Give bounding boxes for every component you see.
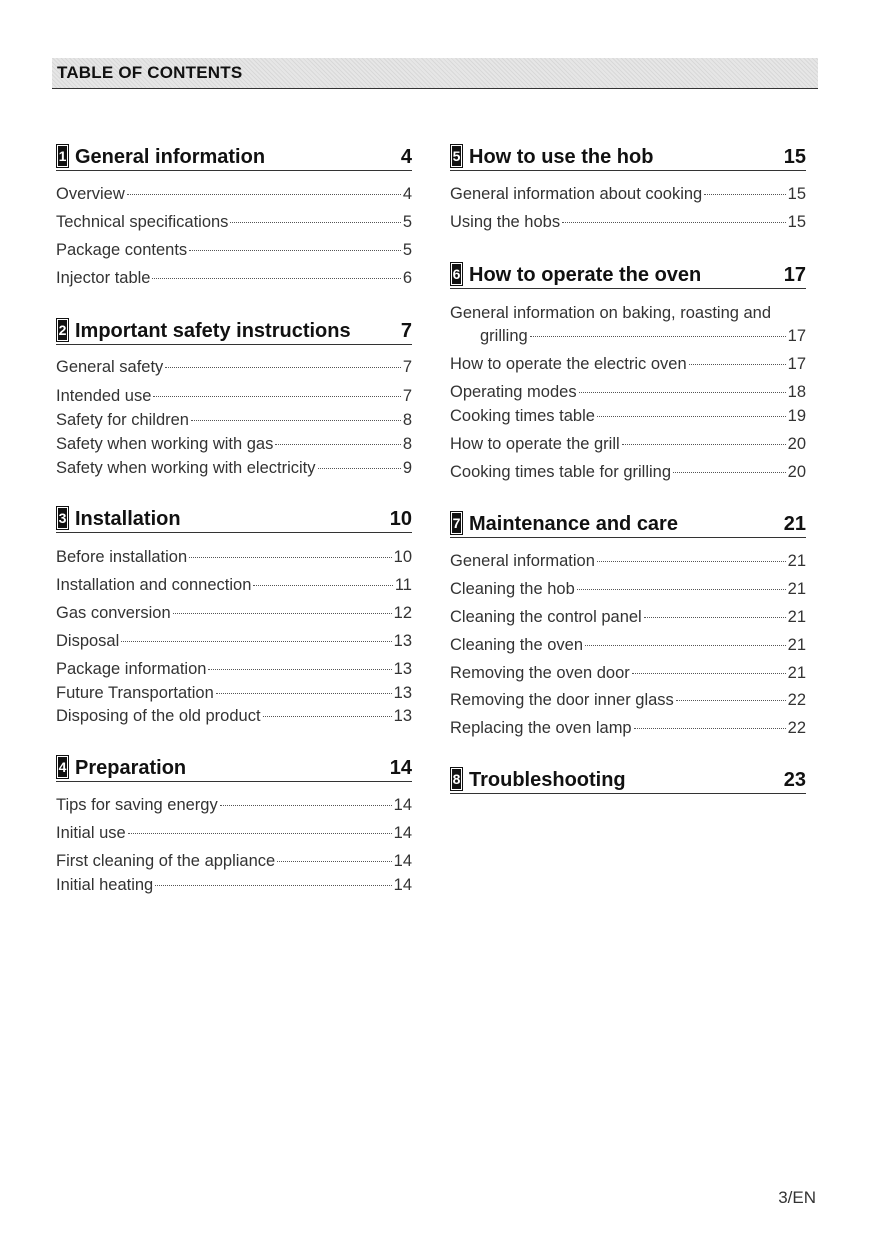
toc-entry-label: Cleaning the oven [450,636,584,654]
toc-entry[interactable] [450,435,806,454]
section-page-number: 17 [783,264,806,286]
dot-leader [676,700,786,701]
toc-entry[interactable] [450,463,806,482]
toc-entry[interactable] [56,358,412,377]
toc-entry-page: 21 [787,664,806,682]
toc-entry-page: 15 [787,213,806,231]
toc-entry-label: Tips for saving energy [56,796,218,814]
dot-leader [191,420,401,421]
page-number: 3/EN [778,1188,816,1207]
toc-entry[interactable] [56,387,412,406]
dot-leader [153,396,400,397]
toc-section [450,144,806,171]
dot-leader [277,861,391,862]
toc-section [56,144,412,171]
dot-leader [689,364,786,365]
dot-leader [127,194,401,195]
section-title: Troubleshooting [469,769,626,791]
toc-entry-page: 22 [787,691,806,709]
toc-entry-page: 18 [787,383,806,401]
toc-entry[interactable] [450,355,806,374]
toc-entry[interactable] [56,632,412,651]
toc-section [56,506,412,533]
toc-entry[interactable] [450,580,806,599]
toc-entry-label: Using the hobs [450,213,561,231]
toc-entry[interactable] [56,459,412,478]
toc-entry-page: 20 [787,435,806,453]
toc-entry-label: Package information [56,660,207,678]
section-title: How to operate the oven [469,264,702,286]
section-page-number: 14 [389,757,412,779]
toc-entry-page: 13 [393,660,412,678]
toc-entry-page: 20 [787,463,806,481]
section-page-number: 7 [400,320,412,342]
toc-entry-page: 17 [787,355,806,373]
toc-entry-page: 13 [393,707,412,725]
dot-leader [585,645,786,646]
dot-leader [622,444,786,445]
toc-entry-page: 19 [787,407,806,425]
toc-entry[interactable] [56,435,412,454]
section-page-number: 15 [783,146,806,168]
toc-entry[interactable] [56,548,412,567]
toc-entry[interactable] [450,608,806,627]
dot-leader [189,557,391,558]
dot-leader [597,416,786,417]
dot-leader [632,673,786,674]
toc-header-bar [52,58,818,89]
dot-leader [165,367,401,368]
toc-entry-label: Initial use [56,824,126,842]
dot-leader [173,613,392,614]
toc-entry-label: Package contents [56,241,188,259]
toc-entry-label: General safety [56,358,164,376]
toc-entry-label: Replacing the oven lamp [450,719,632,737]
toc-entry-page: 15 [787,185,806,203]
section-title: Installation [75,508,181,530]
toc-section [450,262,806,289]
toc-entry-label: Disposal [56,632,120,650]
toc-entry-label: General information on baking, roasting and [450,304,772,322]
toc-entry-page: 5 [402,241,412,259]
toc-entry[interactable] [450,383,806,402]
toc-entry[interactable] [56,185,412,204]
dot-leader [562,222,786,223]
toc-entry[interactable] [450,185,806,204]
toc-entry-label: Initial heating [56,876,154,894]
section-number-badge: 8 [450,767,463,791]
dot-leader [152,278,400,279]
toc-entry[interactable] [56,269,412,288]
dot-leader [704,194,785,195]
toc-entry-label: Safety when working with gas [56,435,274,453]
toc-entry[interactable] [56,876,412,895]
dot-leader [577,589,786,590]
toc-entry-label: Disposing of the old product [56,707,261,725]
toc-entry-page: 5 [402,213,412,231]
section-heading[interactable] [56,318,412,345]
toc-entry[interactable] [450,664,806,683]
toc-entry[interactable] [450,691,806,710]
toc-entry[interactable] [56,660,412,679]
section-number-badge: 6 [450,262,463,286]
toc-entry-page: 14 [393,824,412,842]
toc-entry-label: First cleaning of the appliance [56,852,276,870]
toc-entry[interactable] [56,796,412,815]
dot-leader [216,693,392,694]
toc-entry[interactable] [450,407,806,426]
toc-section [450,767,806,794]
toc-entry-page: 9 [402,459,412,477]
section-number-badge: 5 [450,144,463,168]
toc-entry-page: 4 [402,185,412,203]
section-number-badge: 7 [450,511,463,535]
toc-entry[interactable] [56,852,412,871]
section-title: Preparation [75,757,187,779]
section-heading[interactable] [450,511,806,538]
toc-entry-label: Operating modes [450,383,577,401]
toc-entry[interactable] [56,411,412,430]
toc-entry-page: 21 [787,552,806,570]
page-title: TABLE OF CONTENTS [57,63,243,82]
section-page-number: 4 [400,146,412,168]
toc-entry-page: 13 [393,684,412,702]
section-number-badge: 1 [56,144,69,168]
dot-leader [155,885,391,886]
toc-entry-page: 8 [402,435,412,453]
dot-leader [579,392,786,393]
toc-entry-label: Cooking times table [450,407,595,425]
toc-entry-page: 8 [402,411,412,429]
section-heading[interactable] [56,506,412,533]
toc-entry[interactable] [56,824,412,843]
toc-entry-continuation [450,327,806,346]
toc-entry-label: How to operate the grill [450,435,620,453]
toc-entry-label: Cleaning the control panel [450,608,642,626]
toc-entry[interactable] [450,304,806,346]
toc-entry-label: General information about cooking [450,185,703,203]
toc-entry-page: 10 [393,548,412,566]
dot-leader [530,336,786,337]
toc-entry-label-continued: grilling [480,327,528,345]
section-number-badge: 2 [56,318,69,342]
toc-entry-label: Before installation [56,548,188,566]
toc-entry-page: 13 [393,632,412,650]
toc-entry-page: 7 [402,387,412,405]
toc-entry-label: Removing the door inner glass [450,691,674,709]
toc-entry-label: General information [450,552,595,570]
toc-entry-page: 7 [402,358,412,376]
dot-leader [220,805,392,806]
section-page-number: 21 [783,513,806,535]
toc-section [56,318,412,345]
dot-leader [644,617,786,618]
toc-entry[interactable] [56,576,412,595]
dot-leader [597,561,786,562]
section-title: How to use the hob [469,146,654,168]
toc-entry-page: 6 [402,269,412,287]
toc-entry-label: Overview [56,185,125,203]
toc-entry-page: 11 [394,576,412,594]
section-title: General information [75,146,266,168]
section-number-badge: 4 [56,755,69,779]
section-number-badge: 3 [56,506,69,530]
section-title: Important safety instructions [75,320,351,342]
toc-entry-label: Technical specifications [56,213,229,231]
toc-entry[interactable] [450,552,806,571]
toc-entry-page: 22 [787,719,806,737]
toc-entry-label: Safety for children [56,411,189,429]
toc-entry-page: 12 [393,604,412,622]
toc-entry[interactable] [56,241,412,260]
dot-leader [318,468,401,469]
section-heading[interactable] [56,755,412,782]
dot-leader [253,585,392,586]
toc-entry-page: 14 [393,876,412,894]
toc-entry[interactable] [56,604,412,623]
toc-entry-label: Safety when working with electricity [56,459,316,477]
section-page-number: 10 [389,508,412,530]
toc-entry[interactable] [56,707,412,726]
toc-entry-label: Gas conversion [56,604,171,622]
section-heading[interactable] [56,144,412,171]
dot-leader [275,444,400,445]
section-heading[interactable] [450,262,806,289]
toc-entry[interactable] [450,213,806,232]
dot-leader [121,641,391,642]
toc-entry-page: 21 [787,608,806,626]
toc-entry-page: 21 [787,580,806,598]
toc-entry-page: 21 [787,636,806,654]
toc-entry[interactable] [450,636,806,655]
toc-section [56,755,412,782]
dot-leader [189,250,401,251]
section-title: Maintenance and care [469,513,678,535]
dot-leader [208,669,391,670]
toc-entry-page: 17 [787,327,806,345]
dot-leader [128,833,392,834]
dot-leader [673,472,786,473]
dot-leader [634,728,786,729]
toc-entry-page: 14 [393,796,412,814]
toc-entry[interactable] [450,719,806,738]
toc-section [450,511,806,538]
section-page-number: 23 [783,769,806,791]
toc-entry[interactable] [56,684,412,703]
toc-entry[interactable] [56,213,412,232]
toc-entry-label: Injector table [56,269,151,287]
section-heading[interactable] [450,144,806,171]
dot-leader [230,222,400,223]
section-heading[interactable] [450,767,806,794]
dot-leader [263,716,392,717]
toc-entry-label: Cleaning the hob [450,580,575,598]
toc-entry-label: Installation and connection [56,576,252,594]
toc-entry-label: How to operate the electric oven [450,355,687,373]
toc-entry-label: Cooking times table for grilling [450,463,672,481]
toc-entry-label: Removing the oven door [450,664,630,682]
toc-entry-label: Intended use [56,387,152,405]
toc-entry-label: Future Transportation [56,684,214,702]
toc-entry-page: 14 [393,852,412,870]
